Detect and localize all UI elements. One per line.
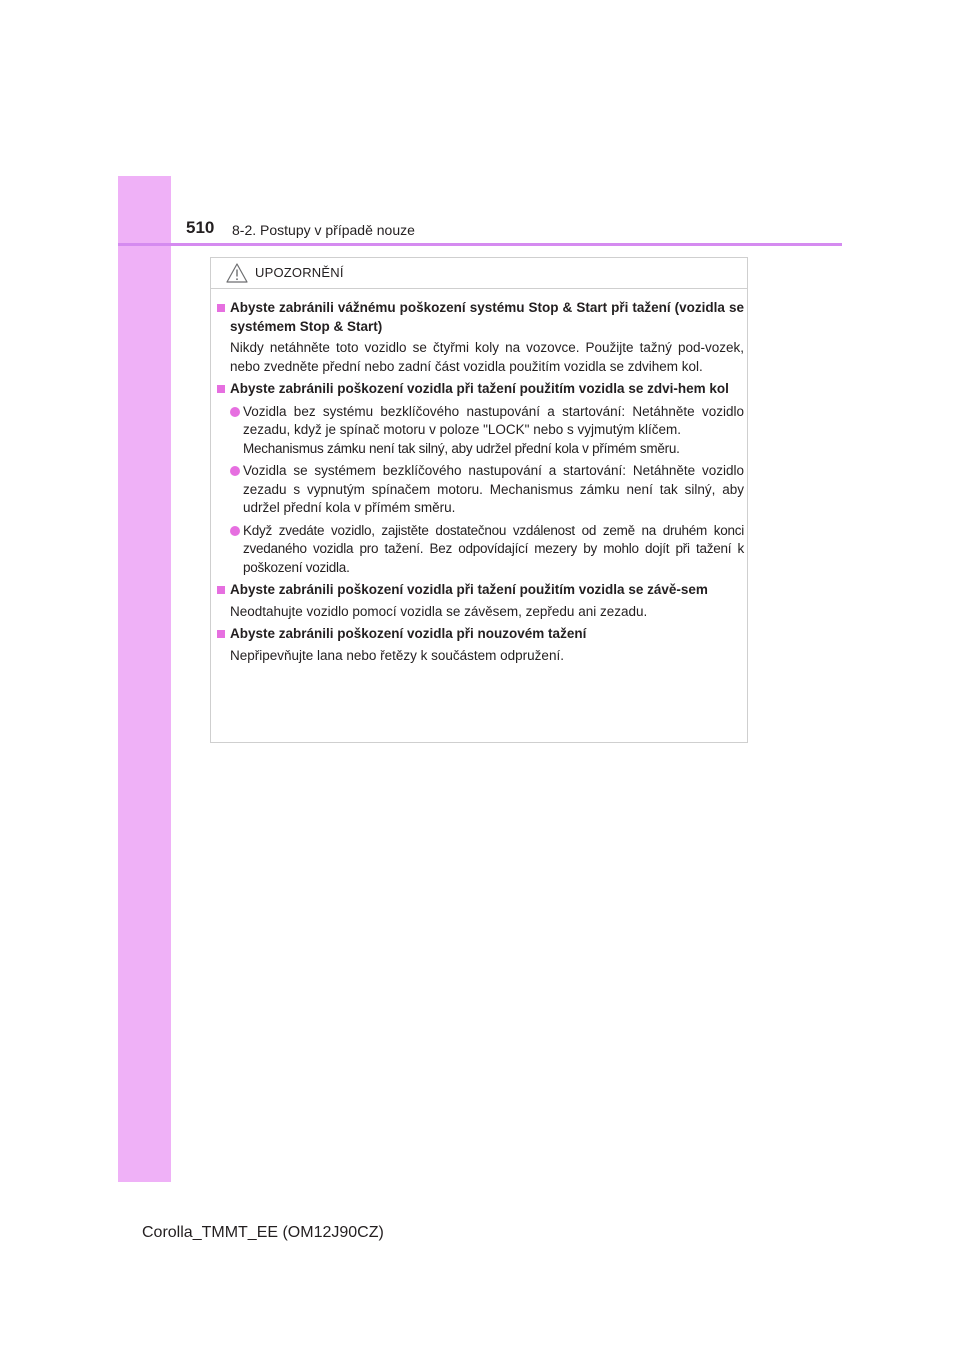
square-bullet-icon: [217, 586, 225, 594]
circle-bullet-icon: [230, 526, 240, 536]
section-title: 8-2. Postupy v případě nouze: [232, 222, 415, 238]
warning-triangle-icon: [226, 263, 248, 283]
circle-bullet-icon: [230, 407, 240, 417]
circle-bullet-icon: [230, 466, 240, 476]
warning-section: [217, 581, 744, 621]
list-item: Když zvedáte vozidlo, zajistěte dostatečnou vzdálenost od země na druhém konci zvedaného vozidla pro tažení. Bez odpovídající mezery by mohlo dojít při tažení k poškození vozidla.: [217, 522, 744, 578]
section-heading: Abyste zabránili poškození vozidla při nouzovém tažení: [217, 625, 744, 644]
warning-section: [217, 625, 744, 665]
list-item: Vozidla bez systému bezklíčového nastupování a startování: Netáhněte vozidlo zezadu, když je spínač motoru v poloze "LOCK" nebo s vyjmutým klíčem. Mechanismus zámku není tak silný, aby udržel přední kola v přímém směru.: [217, 403, 744, 459]
footer-manual-id: Corolla_TMMT_EE (OM12J90CZ): [142, 1224, 384, 1241]
section-heading: Abyste zabránili vážnému poškození systému Stop & Start při tažení (vozidla se systémem Stop & Start): [217, 299, 744, 336]
page-number: 510: [186, 218, 215, 237]
section-body: Nepřipevňujte lana nebo řetězy k součástem odpružení.: [230, 647, 564, 663]
square-bullet-icon: [217, 304, 225, 312]
warning-label: UPOZORNĚNÍ: [255, 265, 344, 280]
section-body: Nikdy netáhněte toto vozidlo se čtyřmi koly na vozovce. Použijte tažný pod-vozek, nebo zvedněte přední nebo zadní část vozidla použitím vozidla se zdvihem kol.: [230, 340, 744, 374]
square-bullet-icon: [217, 630, 225, 638]
side-tab-strip: [118, 176, 171, 1182]
section-body: Neodtahujte vozidlo pomocí vozidla se závěsem, zepředu ani zezadu.: [230, 603, 648, 619]
section-heading: Abyste zabránili poškození vozidla při tažení použitím vozidla se zdvi-hem kol: [217, 380, 744, 399]
section-heading: Abyste zabránili poškození vozidla při tažení použitím vozidla se závě-sem: [217, 581, 744, 600]
square-bullet-icon: [217, 385, 225, 393]
warning-section: [217, 380, 744, 577]
warning-section: [217, 299, 744, 376]
header-rule: [118, 243, 842, 246]
warning-content: [217, 299, 744, 669]
warning-box: [210, 257, 748, 743]
list-item: Vozidla se systémem bezklíčového nastupování a startování: Netáhněte vozidlo zezadu s vypnutým spínačem motoru. Mechanismus zámku není tak silný, aby udržel přední kola v přímém směru.: [217, 462, 744, 518]
warning-header: [211, 258, 747, 289]
